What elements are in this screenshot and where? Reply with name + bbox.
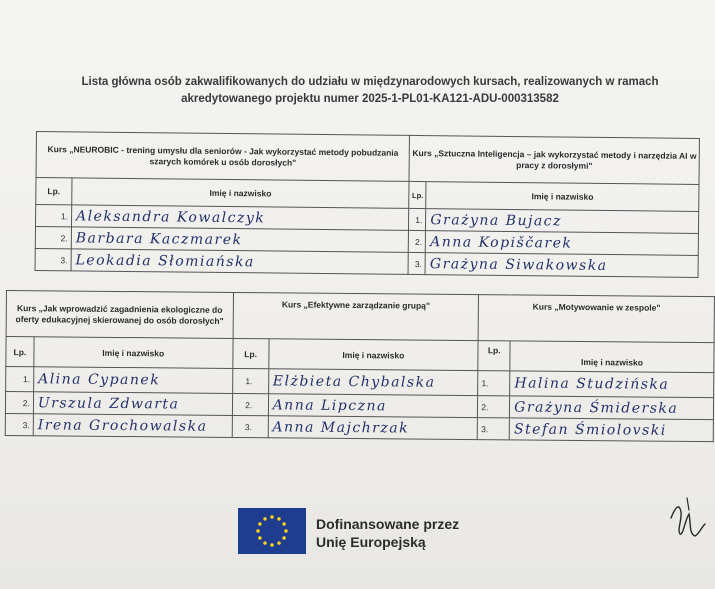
row-number: 1.: [35, 205, 71, 227]
funding-line-1: Dofinansowane przez: [316, 516, 460, 532]
course-motivation-header: Kurs „Motywowanie w zespole": [478, 295, 714, 343]
title-line-2: akredytowanego projektu numer 2025-1-PL01-KA121-ADU-000313582: [181, 93, 559, 105]
participant-name: Grażyna Śmiderska: [510, 396, 714, 420]
funding-line-2: Unię Europejską: [316, 534, 426, 550]
col-name: Imię i nazwisko: [268, 339, 478, 371]
row-number: 2.: [35, 227, 71, 249]
participant-name: Irena Grochowalska: [33, 414, 232, 438]
participant-name: Aleksandra Kowalczyk: [71, 205, 409, 231]
table-courses-2: [5, 290, 715, 442]
row-number: 1.: [478, 371, 510, 396]
col-lp: Lp.: [6, 337, 34, 367]
row-number: 2.: [478, 396, 510, 418]
row-number: 3.: [478, 418, 510, 440]
participant-name: Grażyna Siwakowska: [425, 253, 698, 278]
col-name: Imię i nazwisko: [426, 182, 699, 212]
course-group-management-header: Kurs „Efektywne zarządzanie grupą": [233, 292, 479, 340]
participant-name: Grażyna Bujacz: [426, 209, 699, 234]
participant-name: Anna Lipczna: [268, 394, 478, 418]
course-ecology-header: Kurs „Jak wprowadzić zagadnienia ekologiczne do oferty edukacyjnej skierowanej do osób dorosłych": [6, 291, 233, 339]
participant-name: Anna Kopiščarek: [426, 231, 699, 256]
row-number: 2.: [5, 392, 33, 414]
table-courses-1: [35, 131, 700, 278]
row-number: 3.: [232, 415, 268, 437]
participant-name: Elżbieta Chybalska: [268, 369, 478, 396]
eu-stars-icon: [252, 511, 292, 551]
eu-funding-text: [316, 515, 459, 551]
row-number: 3.: [408, 252, 425, 274]
title-line-1: Lista główna osób zakwalifikowanych do udziału w międzynarodowych kursach, realizowanych w ramach: [81, 76, 659, 88]
col-lp: Lp.: [409, 181, 426, 208]
participant-name: Stefan Śmiolovski: [509, 418, 713, 442]
col-lp: Lp.: [36, 178, 72, 205]
handwritten-signature: [665, 490, 710, 550]
row-number: 2.: [232, 393, 268, 415]
col-name: Imię i nazwisko: [510, 341, 714, 373]
participant-name: Alina Cypanek: [34, 367, 233, 394]
row-number: 3.: [35, 248, 71, 270]
col-name: Imię i nazwisko: [34, 337, 233, 369]
row-number: 1.: [409, 208, 426, 230]
participant-name: Urszula Zdwarta: [33, 392, 232, 416]
participant-name: Halina Studzińska: [510, 371, 714, 398]
col-lp: Lp.: [233, 338, 269, 368]
col-name: Imię i nazwisko: [72, 178, 410, 209]
participant-name: Anna Majchrzak: [268, 416, 478, 440]
participant-name: Barbara Kaczmarek: [71, 227, 409, 253]
participant-name: Leokadia Słomiańska: [71, 249, 409, 275]
eu-flag-icon: [238, 508, 306, 554]
col-lp: Lp.: [478, 341, 510, 371]
row-number: 1.: [6, 367, 34, 392]
course-neurobic-header: Kurs „NEUROBIC - trening umysłu dla seniorów - Jak wykorzystać metody pobudzania szarych komórek u osób dorosłych": [36, 132, 410, 182]
row-number: 3.: [5, 413, 33, 435]
row-number: 2.: [409, 230, 426, 252]
document-title: [40, 74, 700, 108]
course-ai-header: Kurs „Sztuczna Inteligencja – jak wykorzystać metody i narzędzia AI w pracy z dorosłymi": [409, 135, 699, 184]
row-number: 1.: [232, 368, 268, 393]
